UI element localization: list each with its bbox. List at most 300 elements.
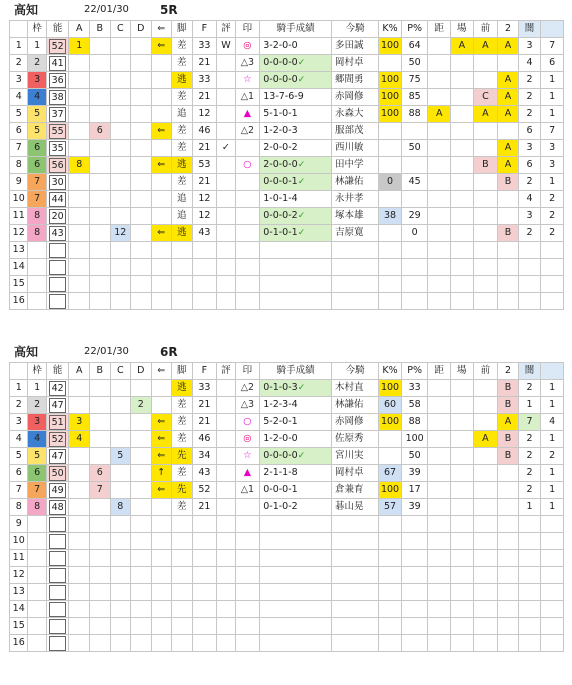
empty-cell	[131, 259, 152, 276]
evaluation-mark	[217, 157, 235, 174]
distance-rank	[428, 380, 451, 397]
empty-cell	[379, 276, 402, 293]
evaluation-mark	[217, 414, 235, 431]
ability-score	[46, 259, 69, 276]
horse-number: 9	[10, 516, 28, 533]
running-style: 追	[172, 208, 193, 225]
f-value: 53	[192, 157, 217, 174]
running-style: 差	[172, 499, 193, 516]
empty-cell	[172, 584, 193, 601]
empty-cell	[401, 550, 428, 567]
empty-cell	[217, 635, 235, 652]
rank-d	[131, 465, 152, 482]
empty-cell	[69, 516, 90, 533]
race2-header	[0, 344, 572, 360]
jockey-name: 林謙佑	[332, 174, 379, 191]
check-icon: ✓	[297, 58, 306, 68]
jockey-name: 木村直	[332, 380, 379, 397]
empty-cell	[151, 293, 172, 310]
empty-cell	[473, 618, 498, 635]
distance-rank	[428, 140, 451, 157]
k-percent: 0	[379, 174, 402, 191]
horse-number: 5	[10, 448, 28, 465]
empty-cell	[69, 259, 90, 276]
distance-rank	[428, 414, 451, 431]
empty-cell	[235, 293, 260, 310]
empty-cell	[89, 533, 110, 550]
empty-row	[10, 601, 564, 618]
second-rank	[498, 482, 519, 499]
empty-cell	[151, 584, 172, 601]
empty-cell	[498, 567, 519, 584]
empty-cell	[217, 567, 235, 584]
empty-cell	[401, 259, 428, 276]
empty-cell	[131, 293, 152, 310]
prediction-mark	[235, 191, 260, 208]
column-header: 脚	[172, 363, 193, 380]
column-header: 騎手成績	[260, 363, 332, 380]
rank-c	[110, 174, 131, 191]
ability-score	[46, 584, 69, 601]
empty-cell	[473, 242, 498, 259]
table-row	[10, 174, 564, 191]
jockey-record-value: 0-0-0-0	[263, 57, 298, 68]
empty-cell	[518, 584, 541, 601]
table-row	[10, 140, 564, 157]
running-style: 逃	[172, 72, 193, 89]
empty-cell	[428, 550, 451, 567]
empty-cell	[192, 584, 217, 601]
jockey-record	[260, 225, 332, 242]
empty-cell	[172, 293, 193, 310]
ability-score	[46, 293, 69, 310]
course-rank	[451, 140, 474, 157]
column-header: 能	[46, 21, 69, 38]
p-percent: 100	[401, 431, 428, 448]
p-percent: 85	[401, 89, 428, 106]
empty-cell	[451, 293, 474, 310]
rank-a	[69, 499, 90, 516]
table-row	[10, 482, 564, 499]
empty-cell	[89, 618, 110, 635]
empty-cell	[28, 567, 46, 584]
distance-rank	[428, 431, 451, 448]
race2-table	[9, 362, 564, 652]
race1-table	[9, 20, 564, 310]
empty-cell	[192, 567, 217, 584]
empty-cell	[379, 516, 402, 533]
ability-score	[46, 499, 69, 516]
empty-row	[10, 293, 564, 310]
empty-cell	[451, 601, 474, 618]
second-rank	[498, 191, 519, 208]
jockey-record-value: 1-2-0-3	[263, 125, 298, 136]
rank-c	[110, 465, 131, 482]
header-row	[10, 21, 564, 38]
empty-cell	[518, 259, 541, 276]
previous-rank: A	[473, 106, 498, 123]
empty-cell	[172, 242, 193, 259]
trend-arrow	[151, 208, 172, 225]
ability-score	[46, 414, 69, 431]
table-row	[10, 397, 564, 414]
rank-c	[110, 191, 131, 208]
k-percent: 100	[379, 414, 402, 431]
ability-score-value: 41	[49, 56, 67, 71]
empty-cell	[332, 635, 379, 652]
ability-score-value	[49, 585, 67, 600]
running-style: 差	[172, 123, 193, 140]
empty-cell	[28, 584, 46, 601]
distance-rank	[428, 397, 451, 414]
column-header: 能	[46, 363, 69, 380]
ability-score-value: 50	[49, 466, 67, 481]
rank-b	[89, 106, 110, 123]
rank-c	[110, 208, 131, 225]
jockey-record	[260, 72, 332, 89]
jockey-record-value: 3-2-0-0	[263, 40, 298, 51]
empty-cell	[28, 601, 46, 618]
evaluation-mark	[217, 499, 235, 516]
empty-cell	[217, 584, 235, 601]
distance-rank	[428, 191, 451, 208]
course-rank	[451, 208, 474, 225]
yami-1: 3	[518, 140, 541, 157]
ability-score-value	[49, 602, 67, 617]
empty-cell	[217, 276, 235, 293]
waku-number: 5	[28, 106, 46, 123]
horse-number: 10	[10, 191, 28, 208]
empty-cell	[518, 293, 541, 310]
empty-cell	[401, 635, 428, 652]
race2-date: 22/01/30	[84, 346, 129, 357]
empty-cell	[260, 293, 332, 310]
ability-score-value	[49, 260, 67, 275]
column-header: 2	[498, 363, 519, 380]
empty-cell	[151, 550, 172, 567]
evaluation-mark	[217, 482, 235, 499]
race1-header	[0, 2, 572, 18]
distance-rank	[428, 482, 451, 499]
table-row	[10, 208, 564, 225]
jockey-name: 永森大	[332, 106, 379, 123]
second-rank: B	[498, 397, 519, 414]
empty-cell	[131, 618, 152, 635]
ability-score-value: 35	[49, 141, 67, 156]
waku-number: 1	[28, 38, 46, 55]
f-value: 21	[192, 499, 217, 516]
rank-b	[89, 55, 110, 72]
ability-score	[46, 225, 69, 242]
empty-cell	[401, 533, 428, 550]
distance-rank	[428, 72, 451, 89]
p-percent: 45	[401, 174, 428, 191]
k-percent: 60	[379, 397, 402, 414]
evaluation-mark	[217, 208, 235, 225]
second-rank	[498, 499, 519, 516]
yami-1: 2	[518, 431, 541, 448]
empty-cell	[518, 635, 541, 652]
empty-cell	[235, 276, 260, 293]
course-rank	[451, 174, 474, 191]
empty-cell	[217, 293, 235, 310]
ability-score	[46, 157, 69, 174]
f-value: 21	[192, 140, 217, 157]
empty-cell	[192, 293, 217, 310]
empty-cell	[260, 276, 332, 293]
previous-rank	[473, 465, 498, 482]
empty-cell	[541, 293, 564, 310]
column-header: A	[69, 21, 90, 38]
empty-cell	[473, 533, 498, 550]
k-percent	[379, 157, 402, 174]
empty-cell	[541, 567, 564, 584]
horse-number: 12	[10, 225, 28, 242]
empty-cell	[332, 293, 379, 310]
column-header: 闇	[518, 21, 541, 38]
course-rank	[451, 431, 474, 448]
empty-cell	[379, 242, 402, 259]
column-header: 印	[235, 363, 260, 380]
waku-number: 2	[28, 397, 46, 414]
trend-arrow	[151, 55, 172, 72]
empty-cell	[192, 516, 217, 533]
prediction-mark	[235, 225, 260, 242]
rank-d	[131, 106, 152, 123]
jockey-record-value: 5-1-0-1	[263, 108, 298, 119]
table-row	[10, 465, 564, 482]
jockey-name: 吉原寛	[332, 225, 379, 242]
rank-d	[131, 499, 152, 516]
column-header: 今騎	[332, 363, 379, 380]
ability-score	[46, 380, 69, 397]
ability-score	[46, 242, 69, 259]
rank-a	[69, 123, 90, 140]
rank-d	[131, 89, 152, 106]
empty-cell	[192, 635, 217, 652]
prediction-mark: ▲	[235, 465, 260, 482]
yami-2: 2	[541, 191, 564, 208]
jockey-name: 倉兼育	[332, 482, 379, 499]
prediction-mark: △1	[235, 482, 260, 499]
rank-b: 7	[89, 482, 110, 499]
distance-rank	[428, 208, 451, 225]
k-percent	[379, 225, 402, 242]
ability-score-value: 37	[49, 107, 67, 122]
yami-2: 1	[541, 72, 564, 89]
empty-cell	[428, 259, 451, 276]
f-value: 52	[192, 482, 217, 499]
rank-d	[131, 72, 152, 89]
course-rank: A	[451, 38, 474, 55]
f-value: 33	[192, 380, 217, 397]
ability-score	[46, 448, 69, 465]
trend-arrow	[151, 191, 172, 208]
trend-arrow: ⇐	[151, 482, 172, 499]
ability-score	[46, 174, 69, 191]
empty-cell	[473, 584, 498, 601]
rank-a	[69, 191, 90, 208]
column-header: 評	[217, 21, 235, 38]
yami-1: 4	[518, 191, 541, 208]
empty-cell	[89, 516, 110, 533]
empty-cell	[151, 618, 172, 635]
jockey-record-value: 0-1-0-2	[263, 501, 298, 512]
empty-cell	[332, 618, 379, 635]
empty-cell	[131, 567, 152, 584]
empty-cell	[110, 516, 131, 533]
ability-score-value	[49, 619, 67, 634]
column-header: K%	[379, 363, 402, 380]
column-header: F	[192, 363, 217, 380]
ability-score	[46, 431, 69, 448]
empty-cell	[541, 635, 564, 652]
empty-cell	[518, 533, 541, 550]
table-row	[10, 157, 564, 174]
distance-rank	[428, 465, 451, 482]
empty-cell	[89, 584, 110, 601]
empty-cell	[260, 242, 332, 259]
empty-cell	[379, 601, 402, 618]
second-rank: A	[498, 414, 519, 431]
rank-d	[131, 38, 152, 55]
jockey-record	[260, 55, 332, 72]
column-header: P%	[401, 21, 428, 38]
column-header: C	[110, 363, 131, 380]
empty-cell	[518, 516, 541, 533]
empty-cell	[89, 567, 110, 584]
ability-score	[46, 89, 69, 106]
table-row	[10, 225, 564, 242]
rank-b	[89, 38, 110, 55]
course-rank	[451, 72, 474, 89]
prediction-mark: △2	[235, 380, 260, 397]
rank-c	[110, 38, 131, 55]
second-rank: B	[498, 225, 519, 242]
jockey-record-value: 0-0-0-0	[263, 74, 298, 85]
empty-cell	[217, 516, 235, 533]
empty-cell	[498, 516, 519, 533]
yami-1: 2	[518, 465, 541, 482]
yami-2: 1	[541, 106, 564, 123]
previous-rank	[473, 397, 498, 414]
ability-score	[46, 465, 69, 482]
column-header: ⇐	[151, 363, 172, 380]
empty-cell	[332, 533, 379, 550]
f-value: 46	[192, 431, 217, 448]
horse-number: 15	[10, 618, 28, 635]
horse-number: 10	[10, 533, 28, 550]
previous-rank: A	[473, 38, 498, 55]
empty-cell	[131, 276, 152, 293]
jockey-record	[260, 431, 332, 448]
rank-c: 8	[110, 499, 131, 516]
evaluation-mark	[217, 380, 235, 397]
empty-cell	[172, 567, 193, 584]
running-style: 逃	[172, 157, 193, 174]
empty-cell	[518, 618, 541, 635]
check-icon: ✓	[297, 228, 306, 238]
empty-cell	[28, 550, 46, 567]
yami-2: 1	[541, 431, 564, 448]
p-percent: 17	[401, 482, 428, 499]
empty-cell	[217, 259, 235, 276]
yami-1: 6	[518, 157, 541, 174]
empty-cell	[28, 293, 46, 310]
empty-cell	[260, 601, 332, 618]
course-rank	[451, 191, 474, 208]
empty-cell	[498, 259, 519, 276]
empty-cell	[260, 584, 332, 601]
empty-cell	[69, 242, 90, 259]
second-rank: B	[498, 431, 519, 448]
horse-number: 2	[10, 397, 28, 414]
jockey-record	[260, 140, 332, 157]
ability-score	[46, 106, 69, 123]
evaluation-mark	[217, 191, 235, 208]
previous-rank: A	[473, 431, 498, 448]
empty-cell	[69, 567, 90, 584]
jockey-record	[260, 106, 332, 123]
horse-number: 11	[10, 550, 28, 567]
second-rank: A	[498, 140, 519, 157]
empty-cell	[473, 516, 498, 533]
jockey-record-value: 1-0-1-4	[263, 193, 298, 204]
column-header: 前	[473, 21, 498, 38]
empty-row	[10, 259, 564, 276]
running-style: 差	[172, 465, 193, 482]
empty-cell	[110, 584, 131, 601]
distance-rank	[428, 448, 451, 465]
ability-score-value	[49, 551, 67, 566]
distance-rank	[428, 174, 451, 191]
empty-cell	[428, 618, 451, 635]
ability-score-value	[49, 568, 67, 583]
waku-number: 4	[28, 431, 46, 448]
running-style: 差	[172, 38, 193, 55]
trend-arrow: ⇐	[151, 157, 172, 174]
prediction-mark: ◎	[235, 431, 260, 448]
horse-number: 14	[10, 259, 28, 276]
rank-b	[89, 380, 110, 397]
second-rank: A	[498, 38, 519, 55]
horse-number: 16	[10, 293, 28, 310]
rank-c	[110, 414, 131, 431]
empty-cell	[260, 259, 332, 276]
course-rank	[451, 55, 474, 72]
ability-score	[46, 208, 69, 225]
ability-score-value: 30	[49, 175, 67, 190]
empty-cell	[69, 533, 90, 550]
evaluation-mark	[217, 225, 235, 242]
empty-cell	[192, 259, 217, 276]
empty-cell	[451, 618, 474, 635]
p-percent: 75	[401, 72, 428, 89]
course-rank	[451, 499, 474, 516]
empty-cell	[235, 533, 260, 550]
empty-cell	[498, 635, 519, 652]
empty-cell	[518, 567, 541, 584]
rank-a	[69, 106, 90, 123]
waku-number: 6	[28, 465, 46, 482]
empty-cell	[473, 259, 498, 276]
prediction-mark: ◎	[235, 38, 260, 55]
rank-c	[110, 123, 131, 140]
column-header	[10, 21, 28, 38]
rank-d	[131, 482, 152, 499]
check-icon: ✓	[297, 75, 306, 85]
empty-cell	[217, 550, 235, 567]
